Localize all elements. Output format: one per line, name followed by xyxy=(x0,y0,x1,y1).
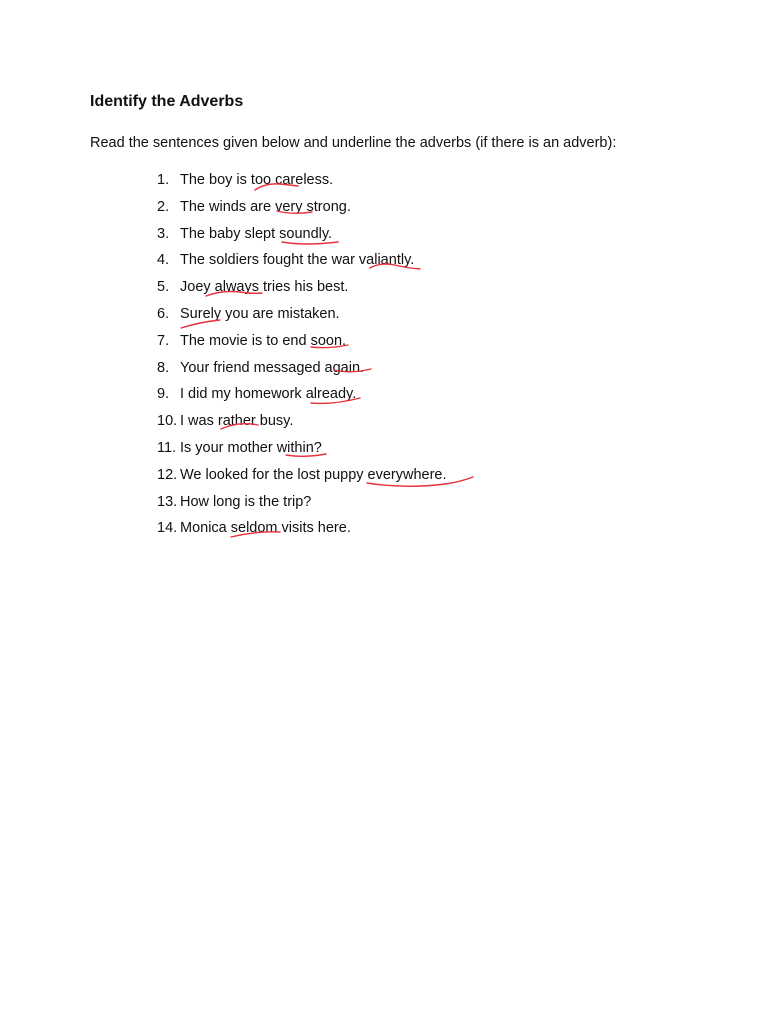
list-item xyxy=(0,305,768,332)
item-sentence: Joey always tries his best. xyxy=(180,279,349,296)
list-item xyxy=(0,493,768,520)
item-number: 2. xyxy=(157,198,170,215)
list-item xyxy=(0,439,768,466)
item-number: 3. xyxy=(157,225,170,242)
item-sentence: The winds are very strong. xyxy=(180,198,351,215)
list-item xyxy=(0,466,768,493)
item-number: 7. xyxy=(157,332,170,349)
item-sentence: How long is the trip? xyxy=(180,493,312,510)
item-sentence: Is your mother within? xyxy=(180,439,322,456)
item-number: 14. xyxy=(157,520,178,537)
item-sentence: The soldiers fought the war valiantly. xyxy=(180,252,415,269)
list-item xyxy=(0,251,768,278)
item-sentence: The baby slept soundly. xyxy=(180,225,333,242)
item-sentence: Monica seldom visits here. xyxy=(180,520,351,537)
item-sentence: Surely you are mistaken. xyxy=(180,305,340,322)
item-number: 5. xyxy=(157,279,170,296)
item-number: 6. xyxy=(157,305,170,322)
list-item xyxy=(0,198,768,225)
list-item xyxy=(0,332,768,359)
list-item xyxy=(0,278,768,305)
worksheet-instructions: Read the sentences given below and underline the adverbs (if there is an adverb): xyxy=(90,135,617,151)
item-sentence: Your friend messaged again. xyxy=(180,359,365,376)
list-item xyxy=(0,519,768,546)
list-item xyxy=(0,359,768,386)
list-item xyxy=(0,225,768,252)
item-number: 11. xyxy=(157,439,177,456)
item-number: 13. xyxy=(157,493,178,510)
list-item xyxy=(0,171,768,198)
worksheet-title: Identify the Adverbs xyxy=(90,93,244,110)
item-sentence: I was rather busy. xyxy=(180,413,294,430)
item-sentence: The boy is too careless. xyxy=(180,172,334,188)
item-number: 1. xyxy=(157,172,170,188)
item-number: 4. xyxy=(157,252,170,269)
item-sentence: The movie is to end soon. xyxy=(180,332,347,349)
item-number: 10. xyxy=(157,413,178,430)
list-item xyxy=(0,412,768,439)
item-sentence: I did my homework already. xyxy=(180,386,357,403)
item-number: 12. xyxy=(157,466,178,483)
item-sentence: We looked for the lost puppy everywhere. xyxy=(180,466,447,483)
sentence-list xyxy=(0,171,768,546)
item-number: 9. xyxy=(157,386,170,403)
list-item xyxy=(0,385,768,412)
item-number: 8. xyxy=(157,359,170,376)
